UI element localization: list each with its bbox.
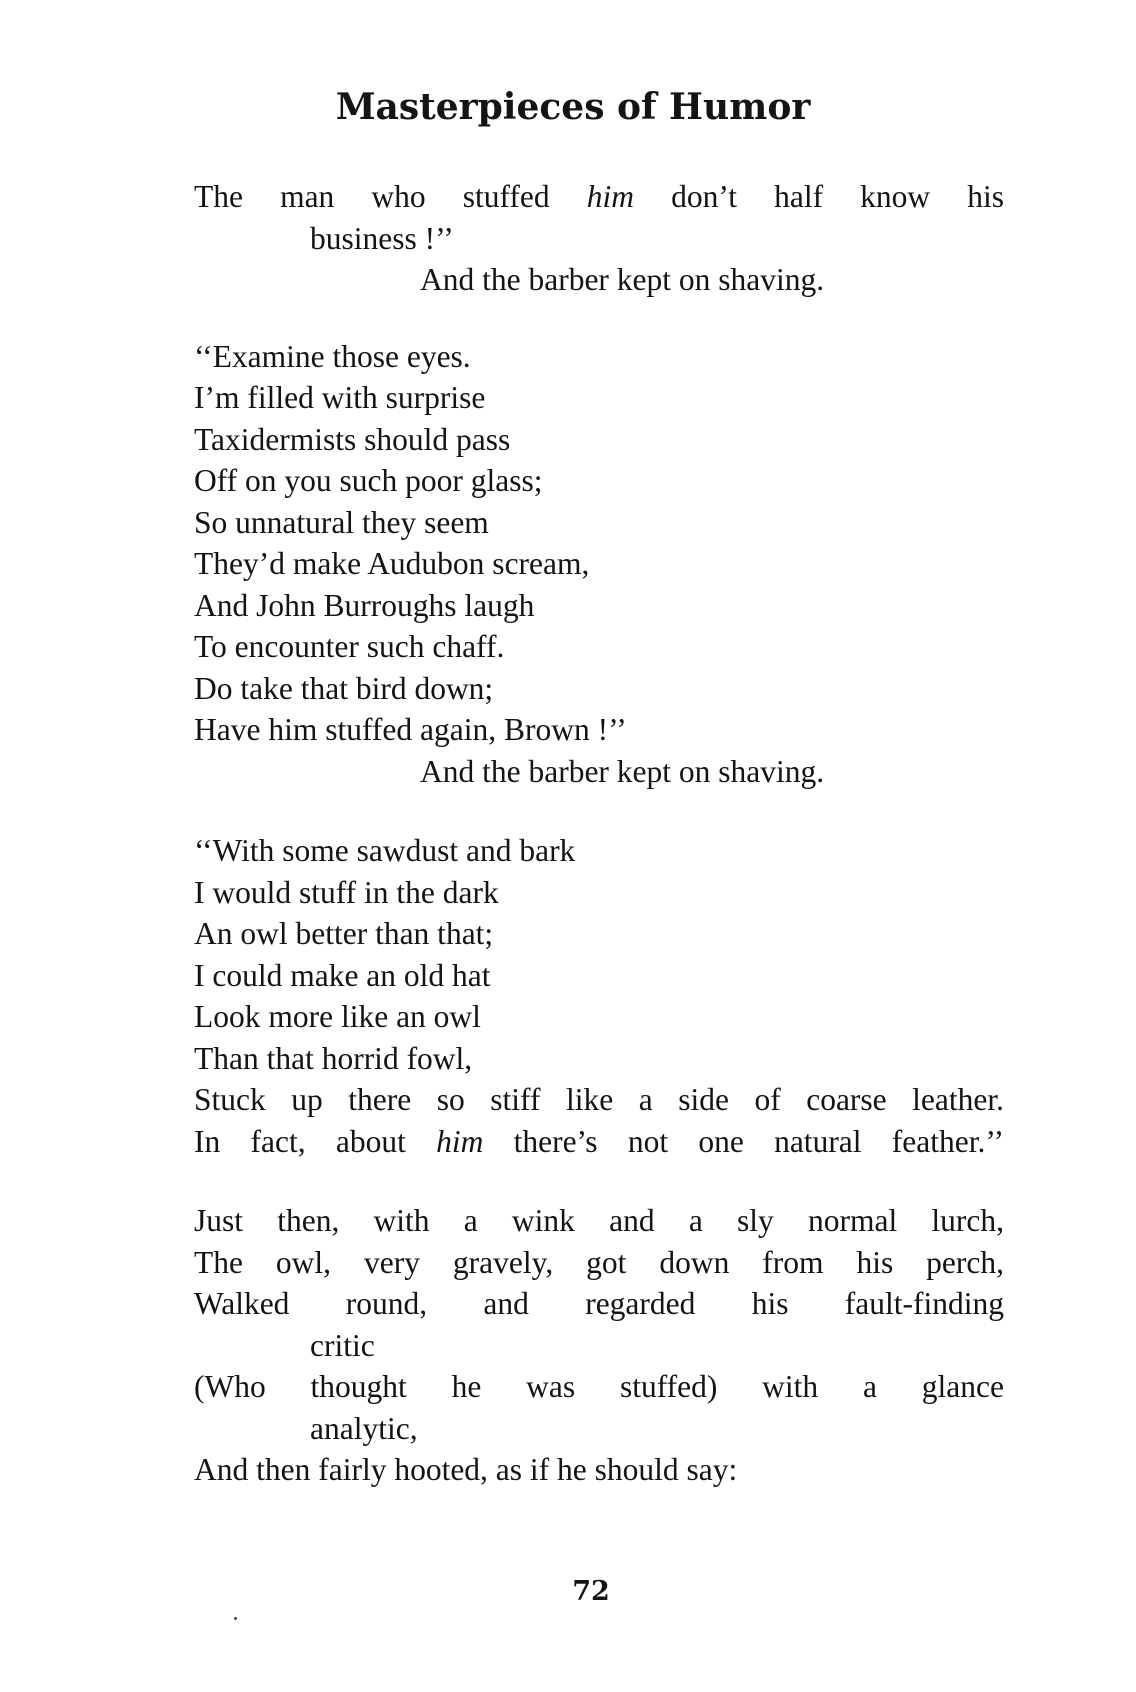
verse-line: I’m filled with surprise [194,380,486,415]
verse-emphasis: him [586,179,634,214]
verse-line: Have him stuffed again, Brown !’’ [194,712,627,747]
verse-text: don’t half know his [633,179,1005,214]
verse-line: (Who thought he was stuffed) with a glance [194,1369,1004,1404]
verse-line: They’d make Audubon scream, [194,546,590,581]
verse-line [194,1121,1004,1163]
verse-line: The owl, very gravely, got down from his perch, [194,1244,1004,1280]
verse-line: Walked round, and regarded his fault-finding [194,1286,1004,1321]
stanza-3 [194,830,1004,1162]
stanza-4 [194,1200,1004,1491]
page-number: 72 [572,1576,610,1607]
verse-emphasis: him [436,1123,484,1159]
verse-line: Than that horrid fowl, [194,1040,473,1076]
verse-line: Taxidermists should pass [194,421,511,457]
verse-text: there’s not one natural feather.’’ [483,1123,1004,1159]
verse-line: And then fairly hooted, as if he should say: [194,1452,738,1487]
stanza-break [194,792,1004,830]
verse-line: ‘‘Examine those eyes. [194,338,471,374]
verse-line: I could make an old hat [194,957,491,993]
verse-line: ‘‘With some sawdust and bark [194,833,576,868]
stanza-1 [194,176,1004,301]
stanza-2 [194,336,1004,793]
stanza-break [194,1162,1004,1200]
verse-line: Off on you such poor glass; [194,463,543,498]
refrain-line: And the barber kept on shaving. [420,262,825,297]
verse-line: Look more like an owl [194,999,481,1034]
verse-line: An owl better than that; [194,916,494,951]
verse-line: Just then, with a wink and a sly normal lurch, [194,1203,1004,1238]
verse-line-turnover: analytic, [310,1410,418,1446]
verse-line: To encounter such chaff. [194,629,505,664]
poem-text [194,176,1004,1491]
verse-line: And John Burroughs laugh [194,587,535,623]
verse-line: Do take that bird down; [194,670,494,706]
running-head: Masterpieces of Humor [335,86,811,128]
ink-speck [234,1617,237,1620]
refrain-line: And the barber kept on shaving. [420,753,825,789]
verse-line: Stuck up there so stiff like a side of coarse leather. [194,1082,1004,1117]
verse-line: So unnatural they seem [194,504,489,540]
verse-line-turnover: business !’’ [310,220,454,256]
verse-line: I would stuff in the dark [194,874,499,910]
verse-line-turnover: critic [310,1327,375,1363]
verse-text: The man who stuffed [194,179,587,214]
stanza-break [194,301,1004,336]
verse-text: In fact, about [194,1123,437,1159]
verse-line [194,176,1004,218]
